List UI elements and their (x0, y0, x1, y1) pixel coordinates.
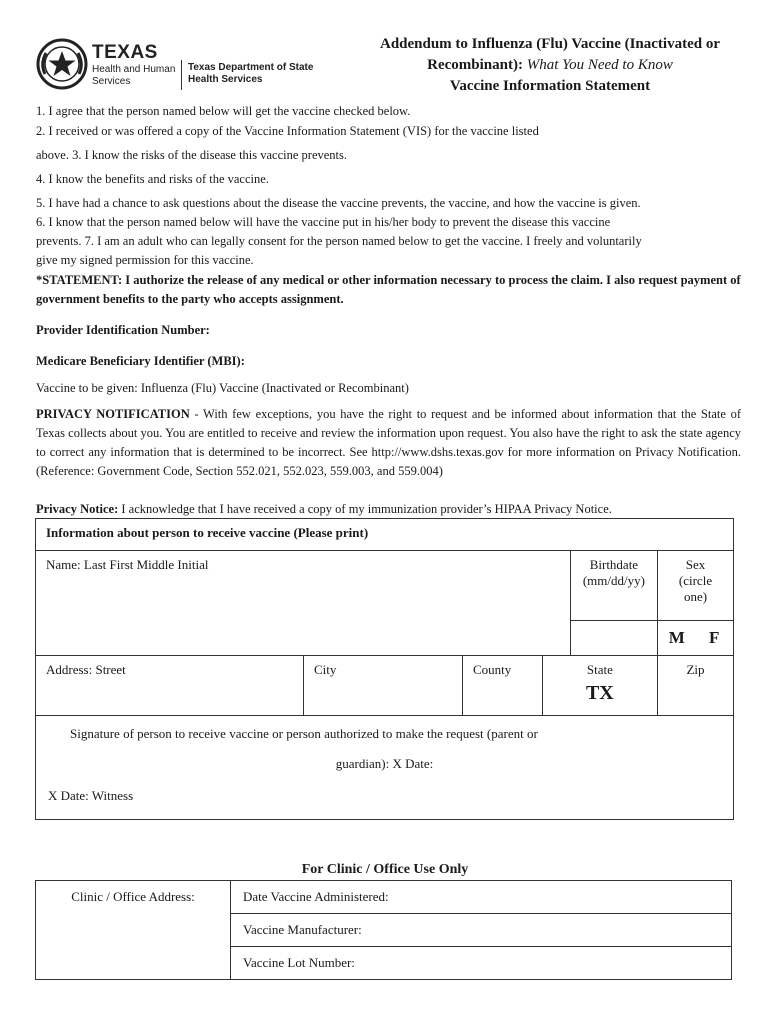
authorization-statement: *STATEMENT: I authorize the release of any medical or other information necessary to process the claim. I also request payment of government benefits to the party who accepts assignment. (36, 273, 741, 306)
privacy-notice-heading: Privacy Notice: (36, 502, 119, 516)
vaccine-to-be-given: Vaccine to be given: Influenza (Flu) Vaccine (Inactivated or Recombinant) (36, 381, 409, 395)
consent-line-2: 2. I received or was offered a copy of the Vaccine Information Statement (VIS) for the vaccine listed (36, 124, 539, 138)
signature-line-1: Signature of person to receive vaccine or person authorized to make the request (parent or (70, 726, 538, 741)
name-field[interactable]: Name: Last First Middle Initial (36, 551, 571, 656)
vaccine-manufacturer-field[interactable]: Vaccine Manufacturer: (231, 914, 732, 947)
sex-f-option[interactable]: F (709, 628, 720, 647)
logo-department-text: Texas Department of State Health Services (188, 62, 314, 85)
sex-options (658, 621, 734, 656)
county-field[interactable]: County (463, 656, 543, 716)
title-line2: Recombinant): What You Need to Know (427, 57, 673, 73)
privacy-notification (36, 405, 741, 481)
title-italic: What You Need to Know (526, 57, 673, 73)
consent-line-7: prevents. 7. I am an adult who can legally consent for the person named below to get the vaccine. I freely and voluntarily (36, 234, 642, 248)
sex-m-option[interactable]: M (668, 628, 685, 647)
city-field[interactable]: City (304, 656, 463, 716)
clinic-use-title: For Clinic / Office Use Only (301, 862, 469, 877)
clinic-use-table (35, 880, 732, 980)
zip-field[interactable]: Zip (657, 656, 733, 716)
title-line3: Vaccine Information Statement (449, 78, 651, 94)
date-administered-field[interactable]: Date Vaccine Administered: (231, 881, 732, 914)
privacy-notice-text: I acknowledge that I have received a copy of my immunization provider’s HIPAA Privacy Notice. (118, 502, 612, 516)
consent-line-8: give my signed permission for this vaccine. (36, 253, 254, 267)
logo-divider (181, 60, 182, 90)
consent-line-6: 6. I know that the person named below will have the vaccine put in his/her body to prevent the disease this vaccine (36, 215, 611, 229)
clinic-address-field[interactable]: Clinic / Office Address: (36, 881, 231, 980)
document-title (340, 34, 760, 97)
state-label: State (586, 662, 613, 677)
consent-line-5: 5. I have had a chance to ask questions about the disease the vaccine prevents, the vaccine, and how the vaccine is given. (36, 196, 641, 210)
texas-hhs-logo (36, 38, 314, 94)
privacy-notification-heading: PRIVACY NOTIFICATION (36, 407, 190, 421)
vaccine-lot-number-field[interactable]: Vaccine Lot Number: (231, 947, 732, 980)
signature-block[interactable] (36, 716, 734, 820)
logo-agency-text: Health and Human Services (92, 64, 176, 87)
consent-line-4: 4. I know the benefits and risks of the vaccine. (36, 172, 269, 186)
title-line1: Addendum to Influenza (Flu) Vaccine (Inactivated or (379, 36, 720, 52)
birthdate-field[interactable]: Birthdate (mm/dd/yy) (570, 551, 657, 621)
state-field[interactable] (542, 656, 657, 716)
mbi-label: Medicare Beneficiary Identifier (MBI): (36, 354, 245, 368)
provider-id-label: Provider Identification Number: (36, 323, 210, 337)
birthdate-input[interactable] (570, 621, 657, 656)
texas-seal-icon (36, 38, 88, 90)
privacy-notice (36, 500, 741, 519)
privacy-notification-text: - With few exceptions, you have the right to request and be informed about information that the State of Texas collects about you. You are entitled to receive and review the information upon request. You also have the right to ask the state agency to correct any information that is determined to be incorrect. See http://www.dshs.texas.gov for more information on Privacy Notification. (Reference: Government Code, Section 552.021, 552.023, 559.003, and 559.004) (36, 407, 742, 478)
witness-line: X Date: Witness (48, 788, 134, 803)
sex-label: Sex (circle one) (658, 551, 734, 621)
signature-line-2: guardian): X Date: (335, 756, 434, 771)
recipient-info-table (35, 518, 734, 820)
recipient-info-header: Information about person to receive vaccine (Please print) (36, 519, 734, 551)
consent-line-3: above. 3. I know the risks of the disease this vaccine prevents. (36, 148, 348, 162)
logo-texas-text: TEXAS (92, 42, 158, 63)
address-street-field[interactable]: Address: Street (36, 656, 304, 716)
state-value: TX (585, 682, 614, 704)
consent-line-1: 1. I agree that the person named below will get the vaccine checked below. (36, 104, 411, 118)
